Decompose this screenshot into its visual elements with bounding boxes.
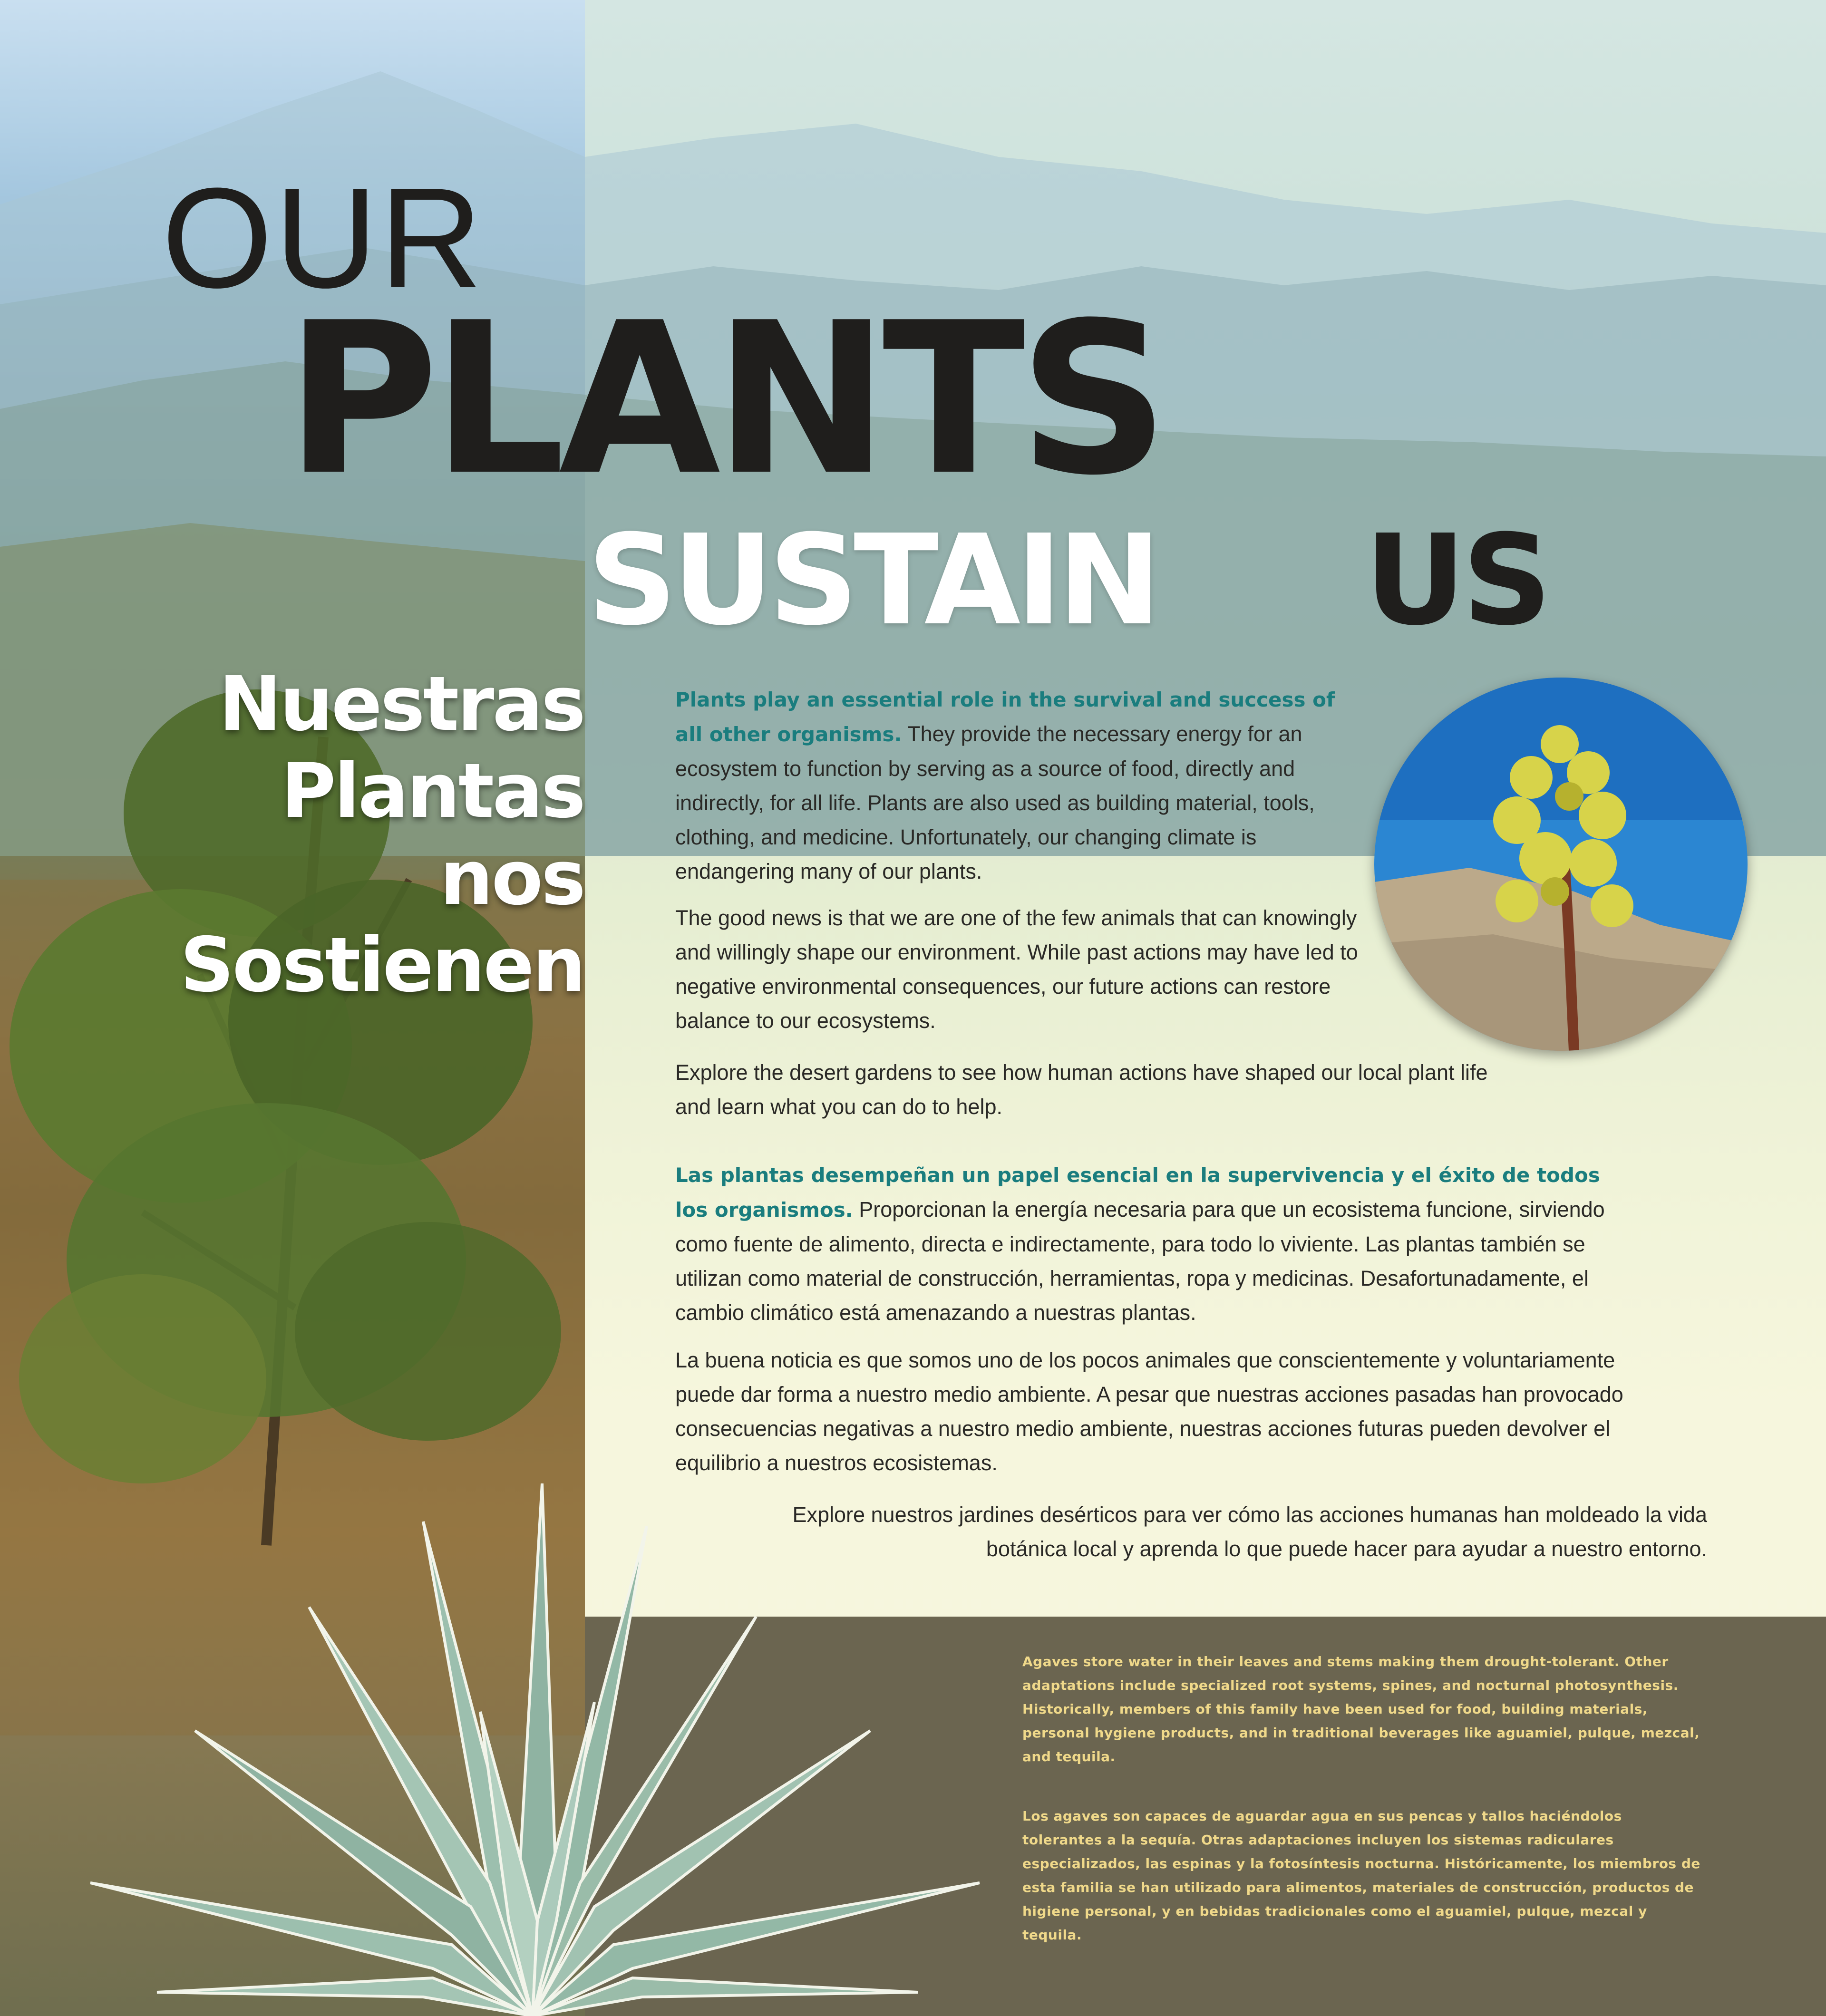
spanish-title-line: Plantas bbox=[281, 747, 584, 835]
spanish-title-line: Sostienen bbox=[180, 921, 584, 1009]
spanish-paragraph-3: Explore nuestros jardines desérticos para ver cómo las acciones humanas han moldeado la vida botánica local y aprenda lo que puede hacer para ayudar a nuestro entorno. bbox=[792, 1502, 1707, 1561]
spanish-paragraph-2: La buena noticia es que somos uno de los pocos animales que conscientemente y voluntariamente puede dar forma a nuestro medio ambiente. A pesar que nuestras acciones pasadas han provocado consecuencias negativas a nuestro medio ambiente, nuestras acciones futuras pueden devolver el equilibrio a nuestros ecosistemas. bbox=[675, 1348, 1623, 1475]
agave-note-spanish: Los agaves son capaces de aguardar agua en sus pencas y tallos haciéndolos tolerantes a la sequía. Otras adaptaciones incluyen los sistemas radiculares especializados, las espinas y la fotosíntesis nocturna. Históricamente, los miembros de esta familia se han utilizado para alimentos, materiales de construcción, productos de higiene personal, y en bebidas tradicionales como el aguamiel, pulque, mezcal y tequila. bbox=[1022, 1808, 1700, 1943]
spanish-lead-sentence: Las plantas desempeñan un papel esencial en la supervivencia y el éxito de todos los organismos. bbox=[675, 1163, 1600, 1221]
title-our: OUR bbox=[162, 158, 485, 318]
spanish-title-line: Nuestras bbox=[218, 660, 584, 748]
agave-flower-photo bbox=[1374, 678, 1748, 1051]
english-paragraph-2: The good news is that we are one of the few animals that can knowingly and willingly shape our environment. While past actions may have led to negative environmental consequences, our future actions can restore balance to our ecosystems. bbox=[675, 906, 1358, 1033]
english-paragraph-3: Explore the desert gardens to see how human actions have shaped our local plant life and learn what you can do to help. bbox=[675, 1060, 1488, 1119]
english-paragraph-1 bbox=[675, 682, 1360, 889]
english-lead-sentence: Plants play an essential role in the survival and success of all other organisms. bbox=[675, 688, 1335, 746]
spanish-paragraph-1 bbox=[675, 1158, 1626, 1330]
spanish-title bbox=[180, 661, 584, 1009]
spanish-paragraph-1-text: Proporcionan la energía necesaria para que un ecosistema funcione, sirviendo como fuente de alimento, directa e indirectamente, para todo lo viviente. Las plantas también se utilizan como material de construcción, herramientas, ropa y medicinas. Desafortunadamente, el cambio climático está amenazando a nuestras plantas. bbox=[675, 1197, 1605, 1325]
title-plants: PLANTS bbox=[285, 278, 1163, 521]
title-sustain: SUSTAIN bbox=[587, 508, 1157, 653]
title-us: US bbox=[1365, 508, 1548, 653]
spanish-title-line: nos bbox=[439, 834, 584, 922]
english-paragraph-1-text: They provide the necessary energy for an ecosystem to function by serving as a source of food, directly and indirectly, for all life. Plants are also used as building material, tools, clothing, and medicine. Unfortunately, our changing climate is endangering many of our plants. bbox=[675, 722, 1315, 883]
agave-note-english: Agaves store water in their leaves and stems making them drought-tolerant. Other adaptations include specialized root systems, spines, and nocturnal photosynthesis. Historically, members of this family have been used for food, building materials, personal hygiene products, and in traditional beverages like aguamiel, pulque, mezcal, and tequila. bbox=[1022, 1654, 1700, 1764]
